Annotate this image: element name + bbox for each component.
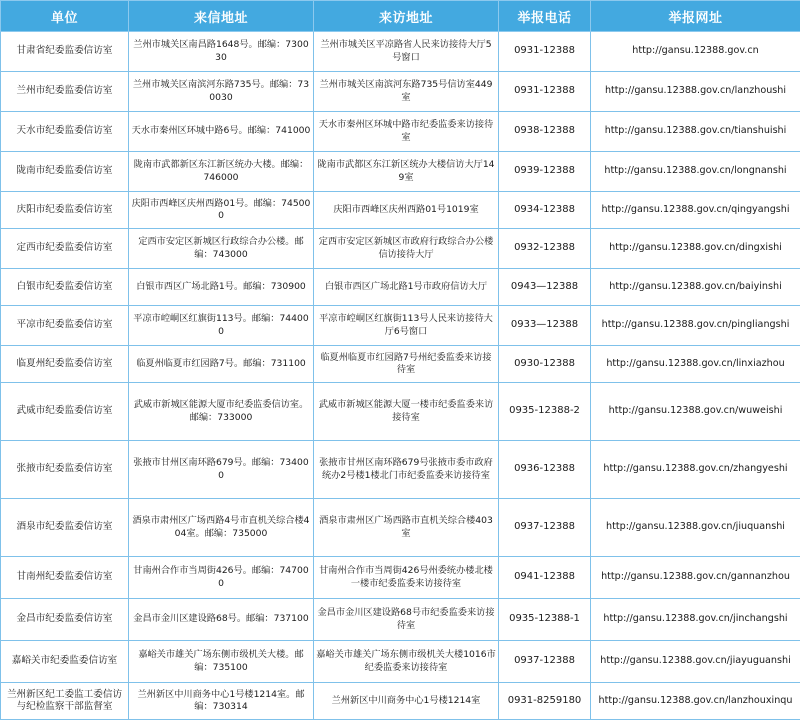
table-row: [1, 229, 800, 269]
mail-address-cell: 临夏州临夏市红园路7号。邮编：731100: [129, 346, 314, 383]
header-row: [1, 1, 800, 32]
mail-address-cell: 天水市秦州区环城中路6号。邮编：741000: [129, 112, 314, 152]
phone-cell: 0943—12388: [499, 269, 591, 306]
table-row: [1, 112, 800, 152]
table-row: [1, 192, 800, 229]
website-link[interactable]: http://gansu.12388.gov.cn/longnanshi: [591, 152, 800, 192]
mail-address-cell: 兰州新区中川商务中心1号楼1214室。邮编：730314: [129, 683, 314, 720]
mail-address-cell: 平凉市崆峒区红旗街113号。邮编：744000: [129, 306, 314, 346]
mail-address-cell: 白银市西区广场北路1号。邮编：730900: [129, 269, 314, 306]
phone-cell: 0933—12388: [499, 306, 591, 346]
table-row: [1, 306, 800, 346]
table-row: [1, 346, 800, 383]
phone-cell: 0935-12388-2: [499, 383, 591, 441]
phone-cell: 0939-12388: [499, 152, 591, 192]
visit-address-cell: 陇南市武都区东江新区统办大楼信访大厅149室: [314, 152, 499, 192]
website-link[interactable]: http://gansu.12388.gov.cn/wuweishi: [591, 383, 800, 441]
unit-cell: 临夏州纪委监委信访室: [1, 346, 129, 383]
visit-address-cell: 天水市秦州区环城中路市纪委监委来访接待室: [314, 112, 499, 152]
visit-address-cell: 张掖市甘州区南环路679号张掖市委市政府统办2号楼1楼北门市纪委监委来访接待室: [314, 441, 499, 499]
unit-cell: 酒泉市纪委监委信访室: [1, 499, 129, 557]
table-row: [1, 499, 800, 557]
mail-address-cell: 张掖市甘州区南环路679号。邮编：734000: [129, 441, 314, 499]
website-link[interactable]: http://gansu.12388.gov.cn/lanzhoushi: [591, 72, 800, 112]
mail-address-cell: 甘南州合作市当周街426号。邮编：747000: [129, 557, 314, 599]
website-link[interactable]: http://gansu.12388.gov.cn/dingxishi: [591, 229, 800, 269]
mail-address-cell: 兰州市城关区南滨河东路735号。邮编：730030: [129, 72, 314, 112]
header-phone: 举报电话: [499, 1, 591, 32]
website-link[interactable]: http://gansu.12388.gov.cn/qingyangshi: [591, 192, 800, 229]
mail-address-cell: 定西市安定区新城区行政综合办公楼。邮编：743000: [129, 229, 314, 269]
unit-cell: 平凉市纪委监委信访室: [1, 306, 129, 346]
phone-cell: 0938-12388: [499, 112, 591, 152]
unit-cell: 金昌市纪委监委信访室: [1, 599, 129, 641]
unit-cell: 定西市纪委监委信访室: [1, 229, 129, 269]
phone-cell: 0941-12388: [499, 557, 591, 599]
header-mail-address: 来信地址: [129, 1, 314, 32]
phone-cell: 0930-12388: [499, 346, 591, 383]
mail-address-cell: 酒泉市肃州区广场西路4号市直机关综合楼404室。邮编：735000: [129, 499, 314, 557]
phone-cell: 0937-12388: [499, 641, 591, 683]
phone-cell: 0931-8259180: [499, 683, 591, 720]
phone-cell: 0931-12388: [499, 72, 591, 112]
header-visit-address: 来访地址: [314, 1, 499, 32]
website-link[interactable]: http://gansu.12388.gov.cn/gannanzhou: [591, 557, 800, 599]
mail-address-cell: 嘉峪关市雄关广场东侧市级机关大楼。邮编：735100: [129, 641, 314, 683]
unit-cell: 甘南州纪委监委信访室: [1, 557, 129, 599]
header-website: 举报网址: [591, 1, 800, 32]
table-row: [1, 641, 800, 683]
website-link[interactable]: http://gansu.12388.gov.cn/jiuquanshi: [591, 499, 800, 557]
unit-cell: 庆阳市纪委监委信访室: [1, 192, 129, 229]
unit-cell: 甘肃省纪委监委信访室: [1, 32, 129, 72]
visit-address-cell: 嘉峪关市雄关广场东侧市级机关大楼1016市纪委监委来访接待室: [314, 641, 499, 683]
visit-address-cell: 庆阳市西峰区庆州西路01号1019室: [314, 192, 499, 229]
table-row: [1, 599, 800, 641]
phone-cell: 0936-12388: [499, 441, 591, 499]
unit-cell: 兰州新区纪工委监工委信访与纪检监察干部监督室: [1, 683, 129, 720]
table-row: [1, 683, 800, 720]
table-row: [1, 152, 800, 192]
visit-address-cell: 兰州新区中川商务中心1号楼1214室: [314, 683, 499, 720]
website-link[interactable]: http://gansu.12388.gov.cn/zhangyeshi: [591, 441, 800, 499]
mail-address-cell: 金昌市金川区建设路68号。邮编：737100: [129, 599, 314, 641]
visit-address-cell: 临夏州临夏市红园路7号州纪委监委来访接待室: [314, 346, 499, 383]
unit-cell: 嘉峪关市纪委监委信访室: [1, 641, 129, 683]
mail-address-cell: 陇南市武都新区东江新区统办大楼。邮编：746000: [129, 152, 314, 192]
table-row: [1, 269, 800, 306]
website-link[interactable]: http://gansu.12388.gov.cn/jinchangshi: [591, 599, 800, 641]
table-row: [1, 32, 800, 72]
mail-address-cell: 兰州市城关区南昌路1648号。邮编：730030: [129, 32, 314, 72]
website-link[interactable]: http://gansu.12388.gov.cn/tianshuishi: [591, 112, 800, 152]
website-link[interactable]: http://gansu.12388.gov.cn/lanzhouxinqu: [591, 683, 800, 720]
website-link[interactable]: http://gansu.12388.gov.cn/linxiazhou: [591, 346, 800, 383]
website-link[interactable]: http://gansu.12388.gov.cn/jiayuguanshi: [591, 641, 800, 683]
visit-address-cell: 甘南州合作市当周街426号州委统办楼北楼一楼市纪委监委来访接待室: [314, 557, 499, 599]
phone-cell: 0932-12388: [499, 229, 591, 269]
visit-address-cell: 平凉市崆峒区红旗街113号人民来访接待大厅6号窗口: [314, 306, 499, 346]
table-row: [1, 557, 800, 599]
visit-address-cell: 兰州市城关区平凉路省人民来访接待大厅5号窗口: [314, 32, 499, 72]
table-row: [1, 72, 800, 112]
visit-address-cell: 定西市安定区新城区市政府行政综合办公楼信访接待大厅: [314, 229, 499, 269]
unit-cell: 天水市纪委监委信访室: [1, 112, 129, 152]
mail-address-cell: 武威市新城区能源大厦市纪委监委信访室。邮编：733000: [129, 383, 314, 441]
visit-address-cell: 武威市新城区能源大厦一楼市纪委监委来访接待室: [314, 383, 499, 441]
table-row: [1, 441, 800, 499]
phone-cell: 0931-12388: [499, 32, 591, 72]
header-unit: 单位: [1, 1, 129, 32]
table-row: [1, 383, 800, 441]
visit-address-cell: 兰州市城关区南滨河东路735号信访室449室: [314, 72, 499, 112]
unit-cell: 兰州市纪委监委信访室: [1, 72, 129, 112]
unit-cell: 陇南市纪委监委信访室: [1, 152, 129, 192]
unit-cell: 武威市纪委监委信访室: [1, 383, 129, 441]
unit-cell: 张掖市纪委监委信访室: [1, 441, 129, 499]
phone-cell: 0937-12388: [499, 499, 591, 557]
visit-address-cell: 金昌市金川区建设路68号市纪委监委来访接待室: [314, 599, 499, 641]
website-link[interactable]: http://gansu.12388.gov.cn/baiyinshi: [591, 269, 800, 306]
phone-cell: 0935-12388-1: [499, 599, 591, 641]
mail-address-cell: 庆阳市西峰区庆州西路01号。邮编：745000: [129, 192, 314, 229]
website-link[interactable]: http://gansu.12388.gov.cn: [591, 32, 800, 72]
visit-address-cell: 酒泉市肃州区广场西路市直机关综合楼403室: [314, 499, 499, 557]
unit-cell: 白银市纪委监委信访室: [1, 269, 129, 306]
phone-cell: 0934-12388: [499, 192, 591, 229]
visit-address-cell: 白银市西区广场北路1号市政府信访大厅: [314, 269, 499, 306]
website-link[interactable]: http://gansu.12388.gov.cn/pingliangshi: [591, 306, 800, 346]
